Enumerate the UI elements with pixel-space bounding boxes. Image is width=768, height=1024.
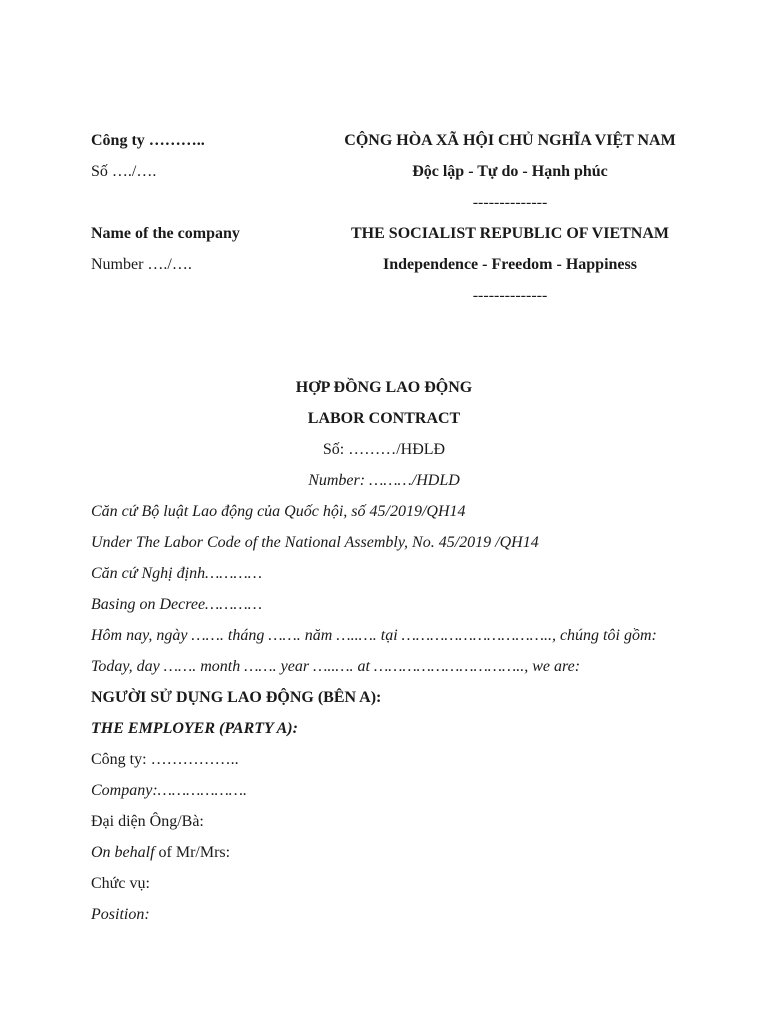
basis-decree-vn: Căn cứ Nghị định…………	[91, 565, 262, 582]
company-name-vn: Công ty ………..	[91, 132, 205, 149]
contract-title-en: LABOR CONTRACT	[307, 410, 461, 427]
motto-en: Independence - Freedom - Happiness	[383, 256, 637, 273]
company-field-vn: Công ty: ……………..	[91, 751, 239, 768]
basis-decree-en: Basing on Decree…………	[91, 596, 262, 613]
motto-vn: Độc lập - Tự do - Hạnh phúc	[412, 163, 608, 180]
country-name-en: THE SOCIALIST REPUBLIC OF VIETNAM	[351, 225, 669, 242]
company-name-en: Name of the company	[91, 225, 240, 242]
country-name-vn: CỘNG HÒA XÃ HỘI CHỦ NGHĨA VIỆT NAM	[344, 132, 676, 149]
contract-number-vn: Số: ………/HĐLĐ	[322, 441, 446, 458]
position-field-vn: Chức vụ:	[91, 875, 150, 892]
position-field-en: Position:	[91, 906, 150, 923]
document-number-en: Number …./….	[91, 256, 192, 273]
company-field-en: Company:……………….	[91, 782, 248, 799]
header-divider-1: --------------	[472, 194, 548, 211]
date-place-en: Today, day ……. month ……. year …..…. at ………………………….., we are:	[91, 658, 581, 675]
contract-number-en: Number: ………/HDLD	[308, 472, 460, 489]
representative-field-en	[91, 842, 708, 864]
document-number-vn: Số …./….	[91, 163, 157, 180]
header-divider-2: --------------	[472, 287, 548, 304]
employer-heading-en: THE EMPLOYER (PARTY A):	[91, 720, 298, 737]
mr-mrs-label: of Mr/Mrs:	[154, 844, 231, 861]
representative-field-vn: Đại diện Ông/Bà:	[91, 813, 204, 830]
employer-heading-vn: NGƯỜI SỬ DỤNG LAO ĐỘNG (BÊN A):	[91, 689, 382, 706]
basis-law-vn: Căn cứ Bộ luật Lao động của Quốc hội, số 45/2019/QH14	[91, 503, 466, 520]
on-behalf-label: On behalf	[91, 844, 155, 861]
date-place-vn: Hôm nay, ngày ……. tháng ……. năm …..…. tại ………………………….., chúng tôi gồm:	[91, 627, 657, 644]
contract-title-vn: HỢP ĐỒNG LAO ĐỘNG	[295, 379, 473, 396]
basis-law-en: Under The Labor Code of the National Assembly, No. 45/2019 /QH14	[91, 534, 539, 551]
